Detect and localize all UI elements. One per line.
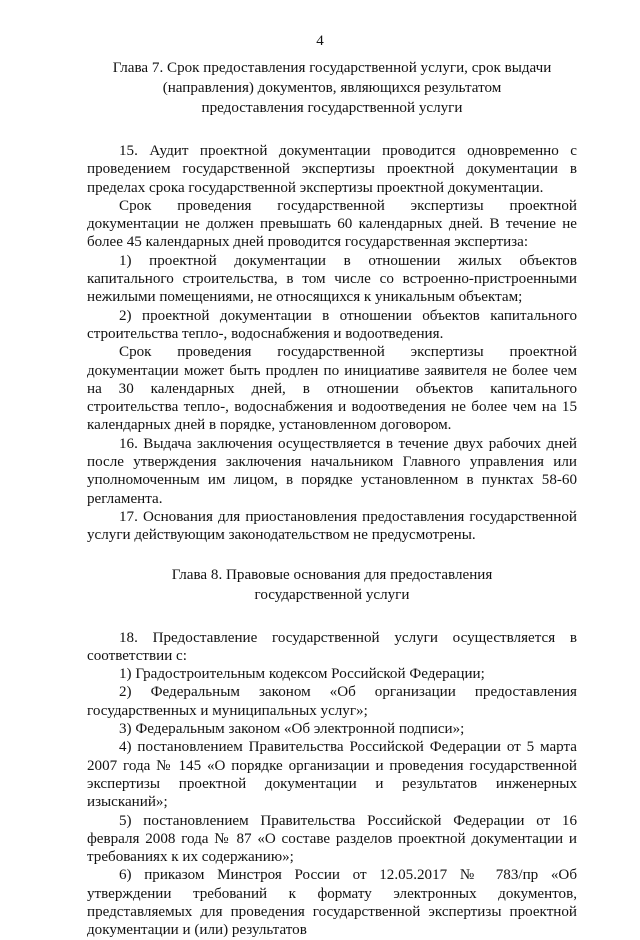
chapter-8-heading-line-1: Глава 8. Правовые основания для предоставления (171, 566, 493, 583)
chapter-8-section (87, 565, 577, 940)
chapter-7-heading-line-2: (направления) документов, являющихся результатом (162, 80, 502, 96)
chapter-8-heading (87, 565, 577, 605)
paragraph-expertise-term: Срок проведения государственной экспертизы проектной документации не должен превышать 60 календарных дней. В течение не более 45 календарных дней проводится государственная экспертиза: (87, 197, 577, 251)
paragraph-term-extension: Срок проведения государственной экспертизы проектной документации может быть продлен по инициативе заявителя не более чем на 30 календарных дней, в отношении объектов капитального строительства тепло-, водоснабжения и водоотведения не более чем на 15 календарных дней в порядке, установленном договором. (87, 344, 577, 434)
chapter-8-heading-line-2: государственной услуги (254, 586, 410, 603)
paragraph-item-1-residential: 1) проектной документации в отношении жилых объектов капитального строительства, в том числе со встроенно-пристроенными нежилыми помещениями, не относящихся к уникальным объектам; (87, 252, 577, 306)
chapter-7-heading-line-3: предоставления государственной услуги (201, 100, 463, 116)
legal-basis-item-2: 2) Федеральным законом «Об организации предоставления государственных и муниципальных услуг»; (87, 684, 577, 719)
paragraph-15: 15. Аудит проектной документации проводится одновременно с проведением государственной экспертизы проектной документации в пределах срока государственной экспертизы проектной документации. (87, 143, 577, 196)
chapter-7-heading-line-1: Глава 7. Срок предоставления государственной услуги, срок выдачи (112, 60, 552, 76)
legal-basis-item-4: 4) постановлением Правительства Российской Федерации от 5 марта 2007 года № 145 «О порядке организации и проведения государственной экспертизы проектной документации и результатов инженерных изысканий»; (87, 739, 577, 811)
chapter-7-heading (87, 58, 577, 118)
paragraph-16: 16. Выдача заключения осуществляется в течение двух рабочих дней после утверждения заключения начальником Главного управления или уполномоченным им лицом, в порядке установленном в пунктах 58-60 регламента. (87, 435, 577, 507)
legal-basis-item-1: 1) Градостроительным кодексом Российской Федерации; (119, 666, 485, 683)
legal-basis-item-3: 3) Федеральным законом «Об электронной подписи»; (119, 721, 465, 738)
paragraph-17: 17. Основания для приостановления предоставления государственной услуги действующим законодательством не предусмотрены. (87, 508, 577, 544)
legal-basis-item-6: 6) приказом Минстроя России от 12.05.2017 № 783/пр «Об утверждении требований к формату электронных документов, представляемых для проведения государственной экспертизы проектной документации и (или) результатов (87, 867, 577, 939)
paragraph-item-2-utilities: 2) проектной документации в отношении объектов капитального строительства тепло-, водоснабжения и водоотведения. (87, 307, 577, 342)
document-body (87, 58, 577, 940)
legal-basis-item-5: 5) постановлением Правительства Российской Федерации от 16 февраля 2008 года № 87 «О составе разделов проектной документации и требованиях к их содержанию»; (87, 812, 577, 866)
chapter-7-section (87, 58, 577, 545)
paragraph-18: 18. Предоставление государственной услуги осуществляется в соответствии с: (87, 629, 577, 664)
page-number: 4 (316, 33, 324, 49)
